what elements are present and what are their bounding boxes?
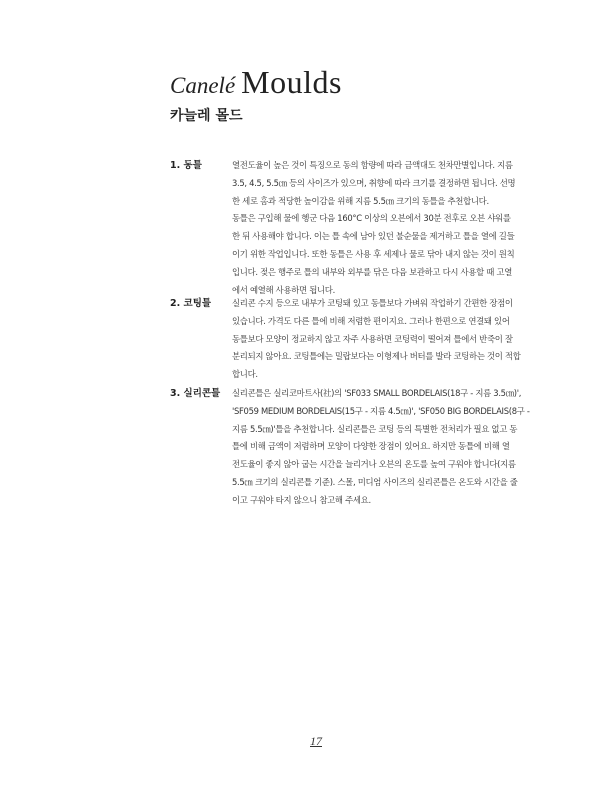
paragraph-line: 이고 구워야 타지 않으니 참고해 주세요. bbox=[232, 494, 371, 505]
section-body bbox=[232, 157, 550, 299]
page-title bbox=[170, 64, 342, 101]
section-body bbox=[232, 385, 550, 510]
paragraph-line: 'SF059 MEDIUM BORDELAIS(15구 - 지름 4.5㎝)', 'SF050 BIG BORDELAIS(8구 - bbox=[232, 405, 530, 416]
paragraph-line: 3.5, 4.5, 5.5㎝ 등의 사이즈가 있으며, 취향에 따라 크기를 결정하면 됩니다. 선명 bbox=[232, 177, 516, 188]
paragraph-line: 실리콘 수지 등으로 내부가 코팅돼 있고 동틀보다 가벼워 작업하기 간편한 장점이 bbox=[232, 298, 513, 308]
paragraph-line: 있습니다. 가격도 다른 틀에 비해 저렴한 편이지요. 그러나 한편으로 연결돼 있어 bbox=[232, 315, 510, 326]
section-heading: 1. 동틀 bbox=[170, 160, 202, 171]
paragraph-line: 전도율이 좋지 않아 굽는 시간을 늘리거나 오븐의 온도를 높여 구워야 합니다(지름 bbox=[232, 459, 516, 470]
paragraph-line: 동틀보다 모양이 정교하지 않고 자주 사용하면 코팅력이 떨어져 틀에서 반죽이 잘 bbox=[232, 333, 513, 344]
paragraph-line: 5.5㎝ 크기의 실리콘틀 기준). 스몰, 미디엄 사이즈의 실리콘틀은 온도와 시간을 줄 bbox=[232, 476, 518, 487]
paragraph-line: 실리콘틀은 실리코마트사(社)의 'SF033 SMALL BORDELAIS(18구 - 지름 3.5㎝)', bbox=[232, 388, 522, 398]
section-body bbox=[232, 295, 550, 384]
paragraph-line: 합니다. bbox=[232, 369, 258, 380]
paragraph-line: 에서 예열해 사용하면 됩니다. bbox=[232, 284, 335, 295]
paragraph-line: 틀에 비해 금액이 저렴하며 모양이 다양한 장점이 있어요. 하지만 동틀에 비해 열 bbox=[232, 441, 510, 452]
section-heading: 2. 코팅틀 bbox=[170, 298, 212, 309]
title-script: Canelé bbox=[170, 73, 236, 98]
paragraph-line: 지름 5.5㎝)'틀을 추천합니다. 실리콘틀은 코팅 등의 특별한 전처리가 필요 없고 동 bbox=[232, 423, 518, 434]
title-main: Moulds bbox=[241, 64, 342, 100]
paragraph-line: 입니다. 젖은 행주로 틀의 내부와 외부를 닦은 다음 보관하고 다시 사용할 때 고열 bbox=[232, 266, 512, 277]
section-heading: 3. 실리콘틀 bbox=[170, 388, 221, 399]
page-number-text: 17 bbox=[310, 734, 322, 748]
paragraph-line: 동틀은 구입해 물에 헹군 다음 160°C 이상의 오븐에서 30분 전후로 오븐 샤워를 bbox=[232, 213, 511, 224]
paragraph-line: 한 세로 홈과 적당한 높이감을 위해 지름 5.5㎝ 크기의 동틀을 추천합니다. bbox=[232, 195, 489, 206]
paragraph-line: 이기 위한 작업입니다. 또한 동틀은 사용 후 세제나 물로 닦아 내지 않는 것이 원칙 bbox=[232, 248, 515, 259]
page-subtitle: 카늘레 몰드 bbox=[170, 108, 243, 124]
page-number bbox=[0, 734, 600, 749]
paragraph-line: 열전도율이 높은 것이 특징으로 동의 함량에 따라 금액대도 천차만별입니다. 지름 bbox=[232, 160, 513, 170]
paragraph-line: 분리되지 않아요. 코팅틀에는 밀랍보다는 이형제나 버터를 발라 코팅하는 것이 적합 bbox=[232, 351, 521, 362]
paragraph-line: 한 뒤 사용해야 합니다. 이는 틀 속에 남아 있던 불순물을 제거하고 틀을 열에 길들 bbox=[232, 231, 515, 242]
